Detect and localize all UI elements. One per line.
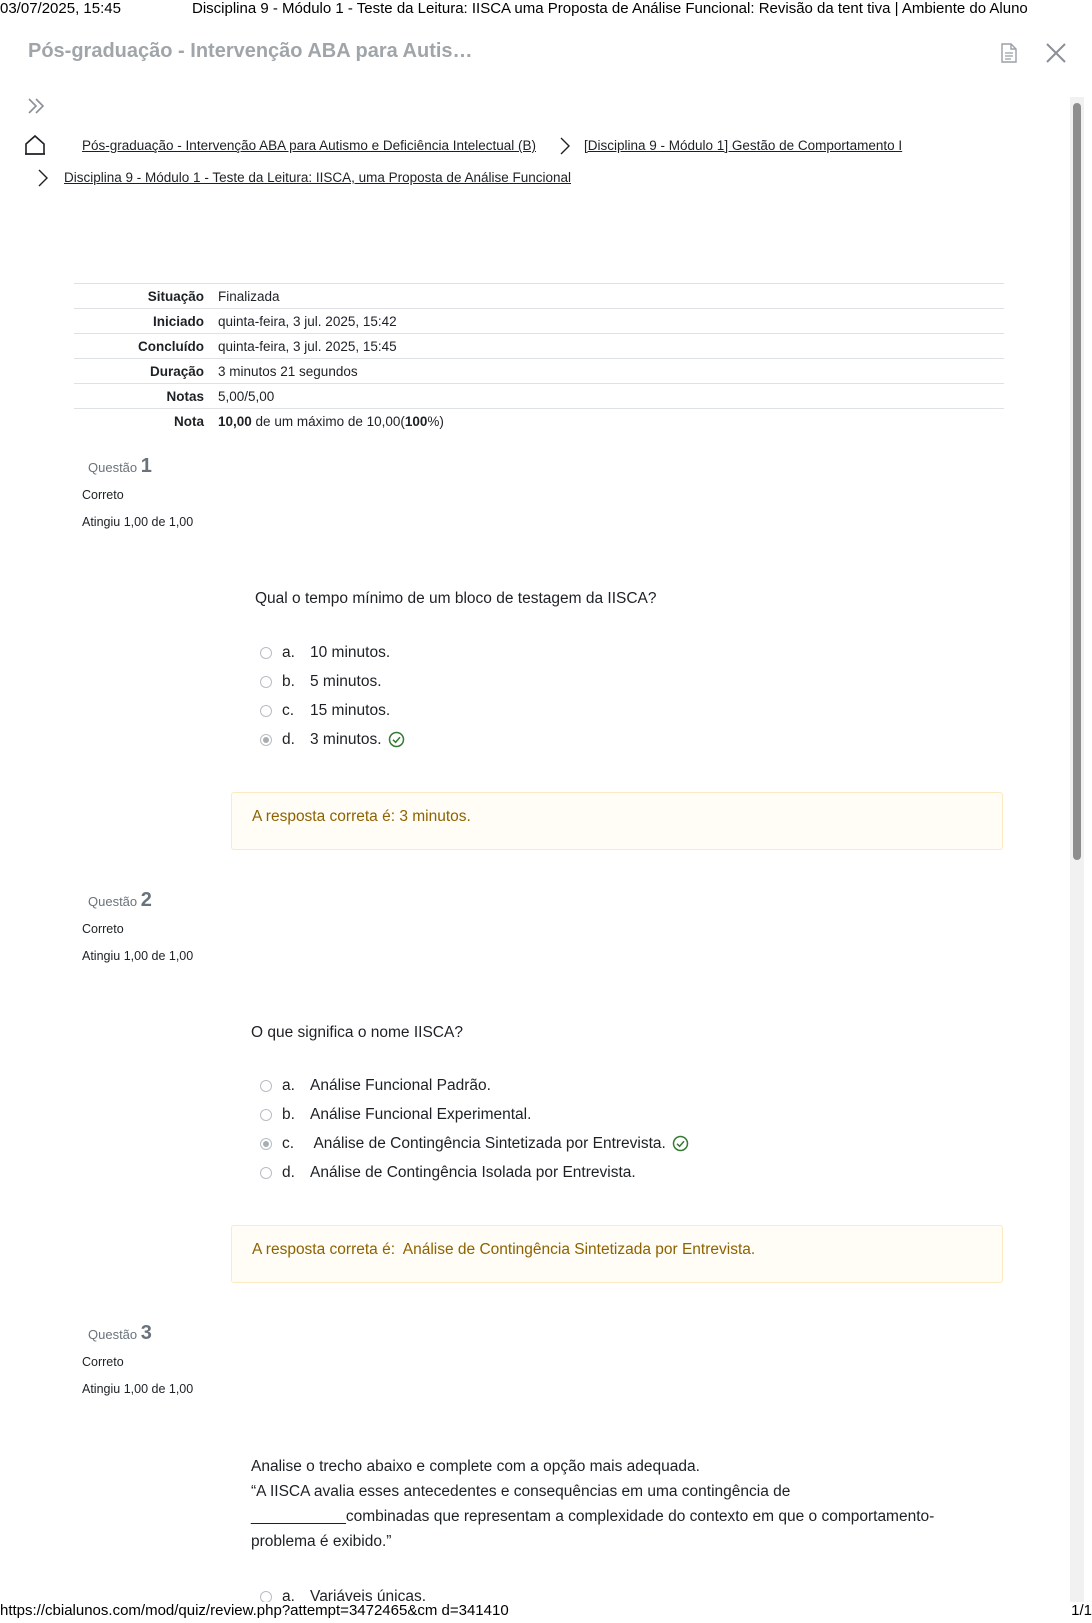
summary-row [74, 359, 1004, 384]
print-page-number: 1/1 [1071, 1602, 1092, 1619]
radio-button[interactable] [260, 705, 272, 717]
answer-option-selected[interactable] [258, 725, 405, 754]
summary-row [74, 284, 1004, 309]
expand-drawer-icon[interactable] [22, 92, 50, 120]
question-text [251, 1454, 1011, 1554]
summary-label: Nota [74, 409, 204, 434]
document-icon[interactable] [996, 40, 1022, 66]
question-text-line: Analise o trecho abaixo e complete com a opção mais adequada. [251, 1458, 700, 1475]
answer-letter: c. [282, 1134, 295, 1152]
question-info [82, 889, 222, 963]
summary-row-nota [74, 409, 1004, 434]
print-header [0, 0, 1092, 20]
print-page-title: Disciplina 9 - Módulo 1 - Teste da Leitura: IISCA uma Proposta de Análise Funcional: Revisão da tent tiva | Ambiente do Aluno [192, 0, 1028, 17]
radio-button[interactable] [260, 1109, 272, 1121]
scrollbar[interactable] [1070, 97, 1084, 1602]
answer-text: Análise de Contingência Isolada por Entrevista. [310, 1163, 636, 1181]
summary-value: quinta-feira, 3 jul. 2025, 15:42 [204, 309, 1004, 334]
question-text: O que significa o nome IISCA? [251, 1024, 463, 1041]
nota-score: 10,00 [218, 413, 252, 429]
summary-label: Iniciado [74, 309, 204, 334]
radio-button[interactable] [260, 1591, 272, 1603]
answer-letter: b. [282, 672, 295, 690]
summary-label: Duração [74, 359, 204, 384]
feedback-box [231, 792, 1003, 850]
radio-button-selected[interactable] [260, 1138, 272, 1150]
feedback-text: A resposta correta é: 3 minutos. [252, 808, 471, 825]
summary-value: 5,00/5,00 [204, 384, 1004, 409]
answer-option[interactable] [258, 1071, 689, 1100]
radio-button[interactable] [260, 676, 272, 688]
answer-text: Análise de Contingência Sintetizada por Entrevista. [310, 1134, 666, 1152]
nota-middle: de um máximo de 10,00( [251, 413, 405, 429]
answer-text: Variáveis únicas. [310, 1587, 427, 1602]
feedback-text: A resposta correta é: Análise de Contingência Sintetizada por Entrevista. [252, 1241, 756, 1258]
answer-list [258, 1582, 426, 1602]
question-state: Correto [82, 488, 124, 502]
answer-letter: b. [282, 1105, 295, 1123]
question-info [82, 455, 222, 529]
answer-letter: c. [282, 701, 295, 719]
question-grade: Atingiu 1,00 de 1,00 [82, 949, 194, 963]
answer-option[interactable] [258, 696, 405, 725]
breadcrumb-section-link[interactable]: [Disciplina 9 - Módulo 1] Gestão de Comportamento I [584, 138, 903, 153]
print-footer [0, 1602, 1092, 1623]
answer-text: Análise Funcional Padrão. [310, 1076, 491, 1094]
summary-nota-value [204, 409, 1004, 434]
radio-button[interactable] [260, 1167, 272, 1179]
summary-row [74, 384, 1004, 409]
radio-button-selected[interactable] [260, 734, 272, 746]
question-grade: Atingiu 1,00 de 1,00 [82, 1382, 194, 1396]
question-number: 3 [140, 1322, 152, 1344]
correct-check-icon [672, 1135, 689, 1152]
nota-percent: 100 [404, 413, 428, 429]
attempt-summary-table [74, 283, 1004, 433]
summary-label: Situação [74, 284, 204, 309]
print-url: https://cbialunos.com/mod/quiz/review.php?attempt=3472465&cm d=341410 [0, 1602, 509, 1619]
answer-letter: a. [282, 643, 295, 661]
close-icon[interactable] [1040, 37, 1072, 69]
answer-option[interactable] [258, 667, 405, 696]
answer-letter: d. [282, 1163, 295, 1181]
home-icon[interactable] [24, 134, 46, 156]
answer-list [258, 1071, 689, 1187]
question-number: 1 [140, 455, 152, 477]
question-text-line: “A IISCA avalia esses antecedentes e consequências em uma contingência de [251, 1483, 791, 1500]
answer-letter: d. [282, 730, 295, 748]
answer-option[interactable] [258, 1158, 689, 1187]
print-datetime: 03/07/2025, 15:45 [0, 0, 121, 17]
drawer-course-title: Pós-graduação - Intervenção ABA para Autis… [28, 40, 473, 62]
answer-option[interactable] [258, 1100, 689, 1129]
radio-button[interactable] [260, 647, 272, 659]
question-state: Correto [82, 922, 124, 936]
answer-text: 15 minutos. [310, 701, 391, 719]
chevron-right-icon [558, 136, 572, 159]
summary-label: Concluído [74, 334, 204, 359]
summary-value: quinta-feira, 3 jul. 2025, 15:45 [204, 334, 1004, 359]
question-prefix: Questão [88, 460, 138, 475]
answer-list [258, 638, 405, 754]
answer-text: 3 minutos. [310, 730, 382, 748]
scrollbar-thumb[interactable] [1073, 103, 1081, 860]
chevron-right-icon [36, 168, 50, 191]
answer-option[interactable] [258, 1582, 426, 1602]
summary-value: Finalizada [204, 284, 1004, 309]
answer-text: 5 minutos. [310, 672, 382, 690]
answer-letter: a. [282, 1076, 295, 1094]
summary-label: Notas [74, 384, 204, 409]
answer-option[interactable] [258, 638, 405, 667]
question-text: Qual o tempo mínimo de um bloco de testagem da IISCA? [255, 590, 657, 607]
breadcrumb-quiz-link[interactable]: Disciplina 9 - Módulo 1 - Teste da Leitura: IISCA, uma Proposta de Análise Funcional [64, 170, 572, 185]
answer-letter: a. [282, 1587, 295, 1602]
question-info [82, 1322, 222, 1396]
question-grade: Atingiu 1,00 de 1,00 [82, 515, 194, 529]
question-state: Correto [82, 1355, 124, 1369]
answer-text: 10 minutos. [310, 643, 391, 661]
breadcrumb-course-link[interactable]: Pós-graduação - Intervenção ABA para Autismo e Deficiência Intelectual (B) [82, 138, 536, 153]
question-text-line: problema é exibido.” [251, 1533, 392, 1550]
summary-row [74, 309, 1004, 334]
question-prefix: Questão [88, 894, 138, 909]
question-number: 2 [140, 889, 152, 911]
question-prefix: Questão [88, 1327, 138, 1342]
feedback-box [231, 1225, 1003, 1283]
correct-check-icon [388, 731, 405, 748]
question-text-line: ___________combinadas que representam a complexidade do contexto em que o comportamento- [251, 1508, 935, 1525]
summary-value: 3 minutos 21 segundos [204, 359, 1004, 384]
radio-button[interactable] [260, 1080, 272, 1092]
answer-text: Análise Funcional Experimental. [310, 1105, 532, 1123]
answer-option-selected[interactable] [258, 1129, 689, 1158]
nota-end: %) [427, 413, 444, 429]
summary-row [74, 334, 1004, 359]
